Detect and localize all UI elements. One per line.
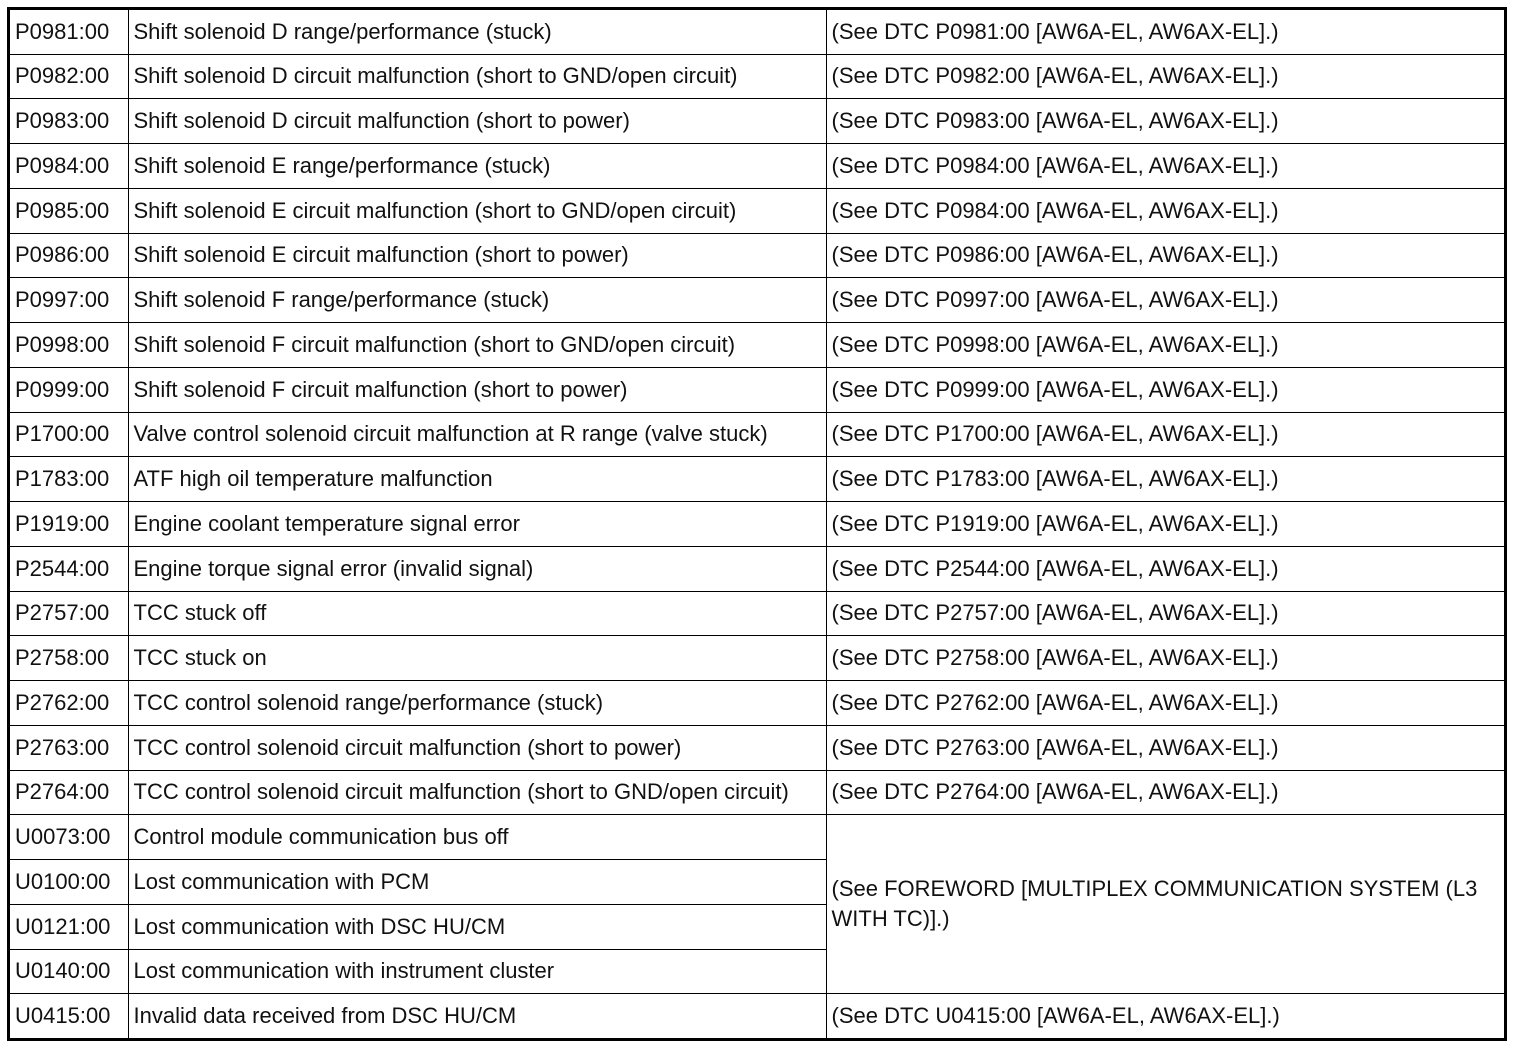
- table-row: [10, 188, 1504, 233]
- dtc-reference: (See DTC P0981:00 [AW6A-EL, AW6AX-EL].): [826, 10, 1504, 54]
- table-row: [10, 367, 1504, 412]
- dtc-description: Valve control solenoid circuit malfunction at R range (valve stuck): [128, 412, 826, 457]
- table-row: [10, 770, 1504, 815]
- dtc-reference: (See DTC P0982:00 [AW6A-EL, AW6AX-EL].): [826, 54, 1504, 99]
- dtc-code: P0981:00: [10, 10, 128, 54]
- dtc-reference: (See DTC P2544:00 [AW6A-EL, AW6AX-EL].): [826, 546, 1504, 591]
- dtc-code: P0985:00: [10, 188, 128, 233]
- dtc-table-frame: [7, 7, 1507, 1041]
- dtc-reference: (See DTC P0999:00 [AW6A-EL, AW6AX-EL].): [826, 367, 1504, 412]
- dtc-code: P2763:00: [10, 725, 128, 770]
- dtc-code: P0982:00: [10, 54, 128, 99]
- dtc-code: U0100:00: [10, 860, 128, 905]
- table-row: [10, 278, 1504, 323]
- dtc-description: Shift solenoid E circuit malfunction (short to GND/open circuit): [128, 188, 826, 233]
- table-row: [10, 725, 1504, 770]
- dtc-reference: (See DTC P0997:00 [AW6A-EL, AW6AX-EL].): [826, 278, 1504, 323]
- dtc-reference: (See DTC P0984:00 [AW6A-EL, AW6AX-EL].): [826, 144, 1504, 189]
- table-row: [10, 815, 1504, 860]
- dtc-description: Shift solenoid E circuit malfunction (short to power): [128, 233, 826, 278]
- dtc-code: P0986:00: [10, 233, 128, 278]
- table-row: [10, 502, 1504, 547]
- dtc-description: Lost communication with instrument cluster: [128, 949, 826, 994]
- merged-reference: (See FOREWORD [MULTIPLEX COMMUNICATION SYSTEM (L3 WITH TC)].): [826, 815, 1504, 994]
- table-row: [10, 636, 1504, 681]
- dtc-description: Shift solenoid F range/performance (stuck): [128, 278, 826, 323]
- dtc-description: ATF high oil temperature malfunction: [128, 457, 826, 502]
- dtc-description: Shift solenoid D range/performance (stuck): [128, 10, 826, 54]
- dtc-code: U0121:00: [10, 904, 128, 949]
- table-row: [10, 10, 1504, 54]
- dtc-reference: (See DTC P1700:00 [AW6A-EL, AW6AX-EL].): [826, 412, 1504, 457]
- dtc-code: P0984:00: [10, 144, 128, 189]
- table-row: [10, 323, 1504, 368]
- dtc-description: Shift solenoid F circuit malfunction (short to GND/open circuit): [128, 323, 826, 368]
- dtc-reference: (See DTC P2762:00 [AW6A-EL, AW6AX-EL].): [826, 681, 1504, 726]
- dtc-reference: (See DTC P1919:00 [AW6A-EL, AW6AX-EL].): [826, 502, 1504, 547]
- table-row: [10, 144, 1504, 189]
- dtc-code: P2757:00: [10, 591, 128, 636]
- dtc-code: P2544:00: [10, 546, 128, 591]
- dtc-reference: (See DTC P2763:00 [AW6A-EL, AW6AX-EL].): [826, 725, 1504, 770]
- table-row: [10, 994, 1504, 1038]
- dtc-code: U0415:00: [10, 994, 128, 1038]
- dtc-description: TCC control solenoid circuit malfunction (short to GND/open circuit): [128, 770, 826, 815]
- dtc-code: U0140:00: [10, 949, 128, 994]
- dtc-reference: (See DTC P0984:00 [AW6A-EL, AW6AX-EL].): [826, 188, 1504, 233]
- dtc-description: TCC stuck off: [128, 591, 826, 636]
- dtc-description: Shift solenoid E range/performance (stuck): [128, 144, 826, 189]
- dtc-description: TCC control solenoid range/performance (stuck): [128, 681, 826, 726]
- dtc-reference: (See DTC P0983:00 [AW6A-EL, AW6AX-EL].): [826, 99, 1504, 144]
- table-row: [10, 54, 1504, 99]
- dtc-code: P0999:00: [10, 367, 128, 412]
- dtc-description: Engine torque signal error (invalid signal): [128, 546, 826, 591]
- table-row: [10, 233, 1504, 278]
- table-row: [10, 546, 1504, 591]
- dtc-code: P1783:00: [10, 457, 128, 502]
- dtc-code: P2764:00: [10, 770, 128, 815]
- dtc-description: Control module communication bus off: [128, 815, 826, 860]
- dtc-code: P1919:00: [10, 502, 128, 547]
- dtc-reference: (See DTC P1783:00 [AW6A-EL, AW6AX-EL].): [826, 457, 1504, 502]
- dtc-description: Invalid data received from DSC HU/CM: [128, 994, 826, 1038]
- dtc-description: Shift solenoid D circuit malfunction (short to GND/open circuit): [128, 54, 826, 99]
- dtc-reference: (See DTC U0415:00 [AW6A-EL, AW6AX-EL].): [826, 994, 1504, 1038]
- dtc-description: Shift solenoid F circuit malfunction (short to power): [128, 367, 826, 412]
- dtc-description: Lost communication with PCM: [128, 860, 826, 905]
- dtc-code: P0983:00: [10, 99, 128, 144]
- dtc-code: U0073:00: [10, 815, 128, 860]
- table-row: [10, 457, 1504, 502]
- dtc-reference: (See DTC P2757:00 [AW6A-EL, AW6AX-EL].): [826, 591, 1504, 636]
- dtc-reference: (See DTC P2764:00 [AW6A-EL, AW6AX-EL].): [826, 770, 1504, 815]
- dtc-description: TCC control solenoid circuit malfunction (short to power): [128, 725, 826, 770]
- dtc-table: [10, 10, 1504, 1038]
- dtc-description: Engine coolant temperature signal error: [128, 502, 826, 547]
- table-row: [10, 99, 1504, 144]
- table-row: [10, 591, 1504, 636]
- dtc-description: TCC stuck on: [128, 636, 826, 681]
- table-row: [10, 412, 1504, 457]
- dtc-code: P0997:00: [10, 278, 128, 323]
- dtc-code: P2758:00: [10, 636, 128, 681]
- dtc-code: P1700:00: [10, 412, 128, 457]
- dtc-description: Lost communication with DSC HU/CM: [128, 904, 826, 949]
- dtc-code: P2762:00: [10, 681, 128, 726]
- table-row: [10, 681, 1504, 726]
- dtc-reference: (See DTC P2758:00 [AW6A-EL, AW6AX-EL].): [826, 636, 1504, 681]
- dtc-reference: (See DTC P0998:00 [AW6A-EL, AW6AX-EL].): [826, 323, 1504, 368]
- dtc-reference: (See DTC P0986:00 [AW6A-EL, AW6AX-EL].): [826, 233, 1504, 278]
- dtc-code: P0998:00: [10, 323, 128, 368]
- dtc-description: Shift solenoid D circuit malfunction (short to power): [128, 99, 826, 144]
